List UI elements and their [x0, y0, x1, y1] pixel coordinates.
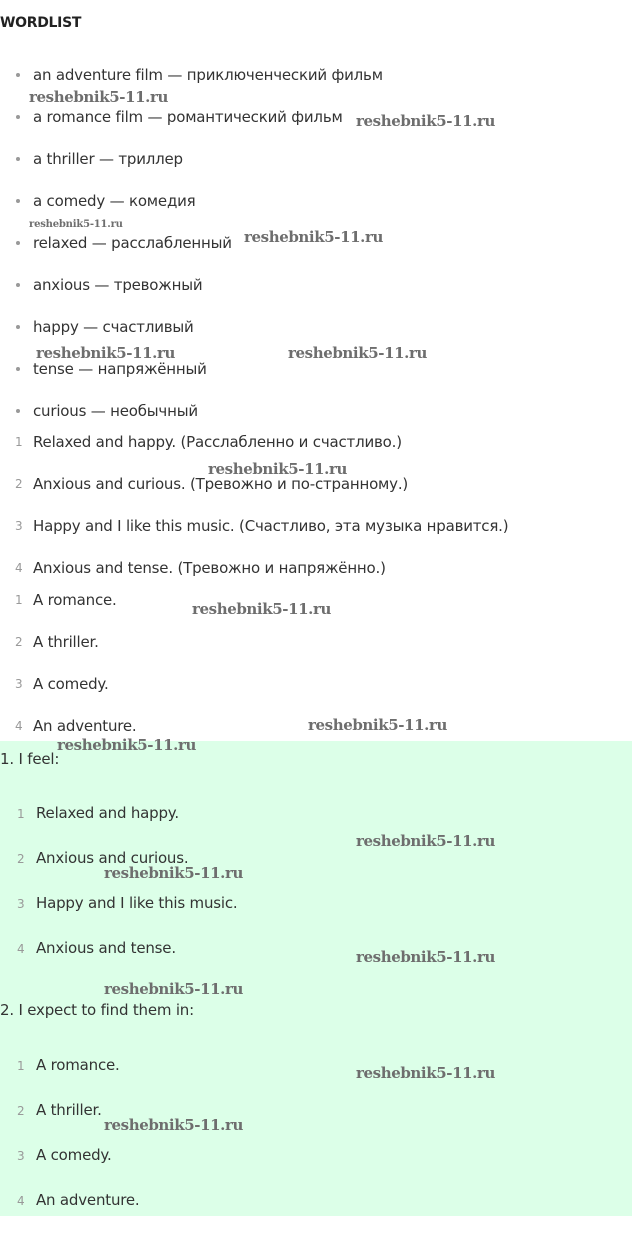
answer-item: Anxious and curious.: [36, 849, 189, 867]
answer-item: Happy and I like this music.: [36, 894, 238, 912]
bullet-icon: [16, 241, 20, 245]
answer-box: [0, 741, 632, 1216]
list-number: 2: [15, 477, 23, 491]
wordlist-item: relaxed — расслабленный: [33, 234, 232, 252]
wordlist-item: tense — напряжённый: [33, 360, 207, 378]
watermark: reshebnik5-11.ru: [356, 832, 495, 850]
watermark: reshebnik5-11.ru: [356, 948, 495, 966]
watermark: reshebnik5-11.ru: [288, 344, 427, 362]
bullet-icon: [16, 409, 20, 413]
list-number: 2: [17, 1104, 25, 1118]
list-item: A thriller.: [33, 633, 99, 651]
answer-item: A thriller.: [36, 1101, 102, 1119]
bullet-icon: [16, 115, 20, 119]
list-number: 3: [15, 519, 23, 533]
list-number: 4: [15, 719, 23, 733]
watermark: reshebnik5-11.ru: [104, 980, 243, 998]
answer-item: Relaxed and happy.: [36, 804, 179, 822]
list-number: 4: [17, 942, 25, 956]
bullet-icon: [16, 157, 20, 161]
watermark: reshebnik5-11.ru: [208, 460, 347, 478]
list-item: Anxious and curious. (Тревожно и по-странному.): [33, 475, 409, 493]
bullet-icon: [16, 73, 20, 77]
watermark: reshebnik5-11.ru: [36, 344, 175, 362]
wordlist-item: happy — счастливый: [33, 318, 194, 336]
answer-question-1: 1. I feel:: [0, 750, 60, 768]
wordlist-item: an adventure film — приключенческий фильм: [33, 66, 383, 84]
list-item: Relaxed and happy. (Расслабленно и счастливо.): [33, 433, 402, 451]
answer-item: A romance.: [36, 1056, 120, 1074]
list-number: 3: [17, 1149, 25, 1163]
list-number: 1: [15, 435, 23, 449]
list-item: An adventure.: [33, 717, 137, 735]
watermark: reshebnik5-11.ru: [29, 219, 123, 230]
wordlist-item: a thriller — триллер: [33, 150, 183, 168]
watermark: reshebnik5-11.ru: [356, 112, 495, 130]
bullet-icon: [16, 199, 20, 203]
wordlist-item: a romance film — романтический фильм: [33, 108, 343, 126]
list-number: 2: [17, 852, 25, 866]
list-number: 3: [17, 897, 25, 911]
list-item: Happy and I like this music. (Счастливо, эта музыка нравится.): [33, 517, 509, 535]
list-item: A romance.: [33, 591, 117, 609]
bullet-icon: [16, 283, 20, 287]
watermark: reshebnik5-11.ru: [104, 864, 243, 882]
list-number: 2: [15, 635, 23, 649]
bullet-icon: [16, 325, 20, 329]
wordlist-item: curious — необычный: [33, 402, 198, 420]
list-number: 3: [15, 677, 23, 691]
bullet-icon: [16, 367, 20, 371]
watermark: reshebnik5-11.ru: [192, 600, 331, 618]
wordlist-heading: WORDLIST: [0, 15, 82, 31]
watermark: reshebnik5-11.ru: [356, 1064, 495, 1082]
list-number: 4: [17, 1194, 25, 1208]
list-number: 4: [15, 561, 23, 575]
watermark: reshebnik5-11.ru: [57, 736, 196, 754]
list-number: 1: [17, 807, 25, 821]
list-number: 1: [15, 593, 23, 607]
list-item: A comedy.: [33, 675, 109, 693]
answer-item: Anxious and tense.: [36, 939, 176, 957]
answer-question-2: 2. I expect to find them in:: [0, 1001, 194, 1019]
watermark: reshebnik5-11.ru: [29, 88, 168, 106]
wordlist-item: a comedy — комедия: [33, 192, 196, 210]
list-item: Anxious and tense. (Тревожно и напряжённо.): [33, 559, 386, 577]
answer-item: A comedy.: [36, 1146, 112, 1164]
answer-item: An adventure.: [36, 1191, 140, 1209]
wordlist-item: anxious — тревожный: [33, 276, 203, 294]
watermark: reshebnik5-11.ru: [104, 1116, 243, 1134]
watermark: reshebnik5-11.ru: [308, 716, 447, 734]
list-number: 1: [17, 1059, 25, 1073]
watermark: reshebnik5-11.ru: [244, 228, 383, 246]
